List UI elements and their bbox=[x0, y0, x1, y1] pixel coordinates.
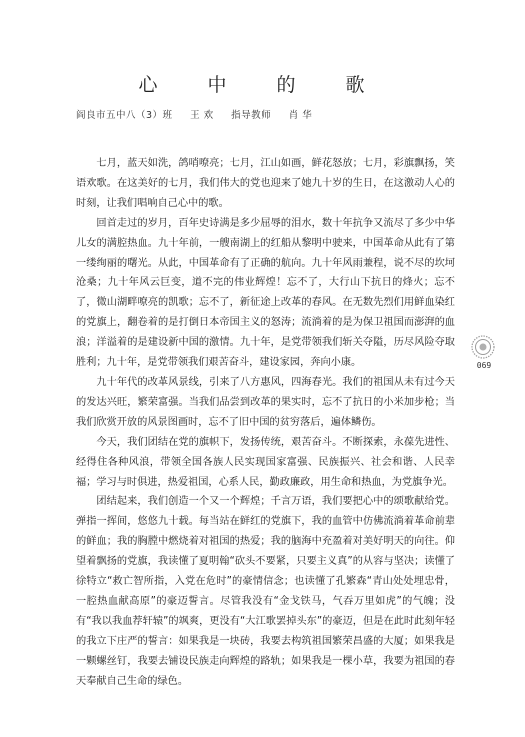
teacher-label: 指导教师 bbox=[231, 110, 272, 121]
paragraph: 团结起来，我们创造一个又一个辉煌；千言万语，我们要把心中的颂歌献给党。弹指一挥间，悠悠九十载。每当站在鲜红的党旗下，我的血管中仿佛流淌着革命前辈的鲜血；我的胸膛中燃烧着对祖国的热爱；我的脑海中充盈着对美好明天的向往。仰望着飘扬的党旗，我读懂了夏明翰“砍头不要紧，只要主义真”的从容与坚决；读懂了徐特立“救亡智所指，入党在危时”的豪情信念；也读懂了孔繁森“青山处处埋忠骨，一腔热血献高原”的豪迈誓言。尽管我没有“金戈铁马，气吞万里如虎”的气魄；没有“我以我血荐轩辕”的飒爽，更没有“大江歌罢掉头东”的豪迈，但是在此时此刻年轻的我立下庄严的誓言：如果我是一块砖，我要去构筑祖国繁荣昌盛的大厦；如果我是一颗螺丝钉，我要去铺设民族走向辉煌的路轨；如果我是一棵小草，我要为祖国的春天奉献自己生命的绿色。 bbox=[76, 496, 455, 687]
paragraph: 九十年代的改革风景线，引来了八方惠风，四海春光。我们的祖国从未有过今天的发达兴旺，繁荣富强。当我们品尝到改革的果实时，忘不了抗日的小米加步枪；当我们欣赏开放的风景图画时，忘不了旧中国的贫穷落后，遍体鳞伤。 bbox=[76, 376, 455, 428]
paragraph: 今天，我们团结在党的旗帜下，发扬传统，艰苦奋斗。不断探索，永葆先进性、经得住各种风浪，带领全国各族人民实现国家富强、民族振兴、社会和谐、人民幸福；学习与时俱进，热爱祖国，心系人民，勤政廉政，用生命和热血，为党旗争光。 bbox=[76, 436, 455, 488]
paragraph: 七月，蓝天如洗，鸽哨嘹亮；七月，江山如画，鲜花怒放；七月，彩旗飘扬，笑语欢歌。在这美好的七月，我们伟大的党也迎来了她九十岁的生日，在这激动人心的时刻，让我们唱响自己心中的歌。 bbox=[76, 158, 455, 209]
teacher-name: 肖 华 bbox=[288, 110, 313, 121]
round-seal-icon bbox=[471, 335, 495, 359]
article-body bbox=[76, 154, 455, 691]
school-class: 阎良市五中八（3）班 bbox=[76, 110, 173, 121]
article-title: 心 中 的 歌 bbox=[138, 74, 387, 96]
page-number: 069 bbox=[476, 361, 492, 370]
article-byline bbox=[76, 107, 476, 121]
author-name: 王 欢 bbox=[190, 110, 214, 121]
paragraph: 回首走过的岁月，百年史诗满是多少屈辱的泪水，数十年抗争又流尽了多少中华儿女的满腔热血。九十年前，一艘南湖上的红船从黎明中驶来，中国革命从此有了第一缕绚丽的曙光。从此，中国革命有了正确的航向。九十年风雨兼程，说不尽的坎坷沧桑；九十年风云巨变，道不完的伟业辉煌！忘不了，大行山下抗日的烽火；忘不了，微山湖畔嘹亮的凯歌；忘不了，新征途上改革的春风。在无数先烈们用鲜血染红的党旗上，翻卷着的是打倒日本帝国主义的怒涛；流淌着的是为保卫祖国而澎湃的血浪；洋溢着的是建设新中国的激情。九十年，是党带领我们斩关夺隘，历尽风险夺取胜利；九十年，是党带领我们艰苦奋斗，建设家园，奔向小康。 bbox=[76, 217, 455, 369]
